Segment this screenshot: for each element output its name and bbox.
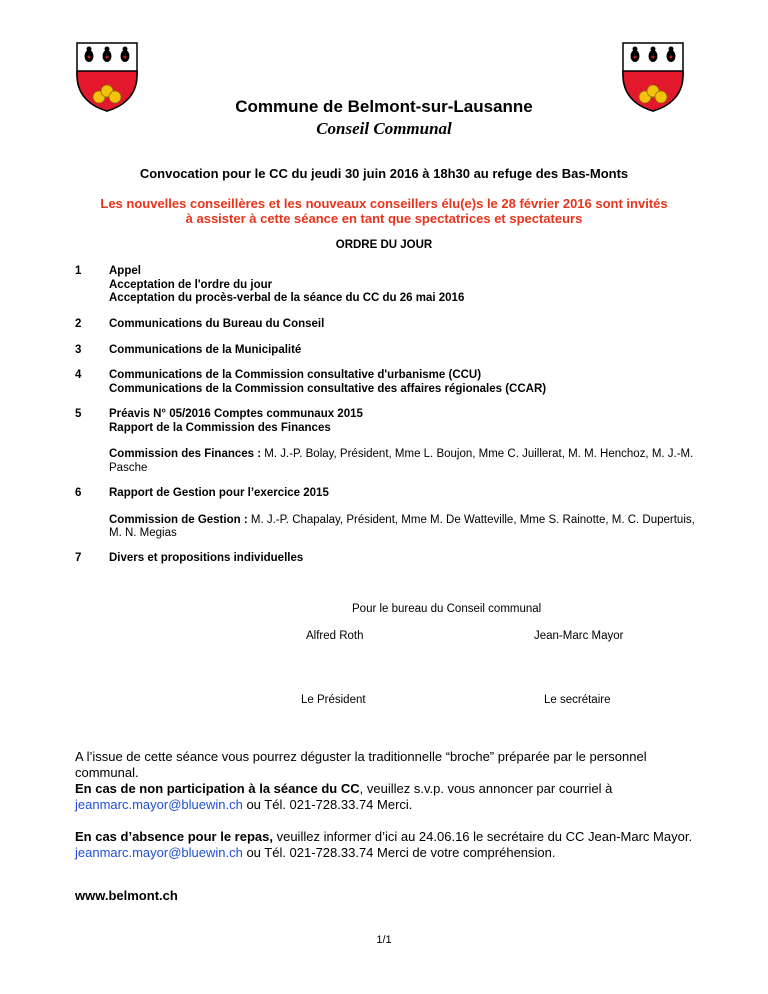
agenda-item-number: 3: [75, 344, 82, 356]
meal-absence-rest: veuillez informer d’ici au 24.06.16 le secrétaire du CC Jean-Marc Mayor.: [272, 829, 693, 844]
agenda-item-line: Divers et propositions individuelles: [109, 552, 304, 564]
signature-intro: Pour le bureau du Conseil communal: [352, 603, 542, 615]
non-participation-rest: , veuillez s.v.p. vous annoncer par courriel à: [359, 781, 613, 796]
commission-label: Commission de Gestion :: [109, 513, 248, 526]
new-councillors-notice: [0, 196, 768, 226]
agenda-item-line: Acceptation du procès-verbal de la séance du CC du 26 mai 2016: [109, 292, 465, 304]
page-number: 1/1: [376, 934, 392, 946]
meal-absence-bold: En cas d’absence pour le repas,: [75, 829, 273, 844]
agenda-item-line: Rapport de la Commission des Finances: [109, 421, 331, 434]
council-subtitle: Conseil Communal: [316, 119, 452, 138]
agenda-item-line: Préavis N° 05/2016 Comptes communaux 2015: [109, 408, 363, 420]
commission-gestion: [109, 514, 695, 541]
broche-paragraph: [75, 749, 705, 813]
commission-members: M. J.-P. Chapalay, Président, Mme M. De Watteville, Mme S. Rainotte, M. C. Dupertuis, M. N. Megias: [109, 513, 695, 539]
broche-text: A l’issue de cette séance vous pourrez déguster la traditionnelle “broche” préparée par le personnel communal.: [75, 749, 647, 780]
agenda-item-line: Appel: [109, 265, 141, 277]
agenda-item-number: 2: [75, 318, 82, 330]
commission-label: Commission des Finances :: [109, 448, 262, 460]
agenda-item-line: Communications du Bureau du Conseil: [109, 318, 325, 330]
secretary-email-link-2[interactable]: jeanmarc.mayor@bluewin.ch: [75, 845, 243, 860]
signature-name-president: Alfred Roth: [306, 630, 364, 642]
signature-role-secretary: Le secrétaire: [544, 694, 611, 706]
agenda-item-number: 7: [75, 552, 82, 564]
agenda-item-line: Communications de la Commission consultative des affaires régionales (CCAR): [109, 382, 547, 395]
agenda-item-number: 1: [75, 265, 82, 277]
agenda-item-number: 6: [75, 487, 82, 499]
non-participation-text: [75, 781, 705, 813]
meal-absence-tail: ou Tél. 021-728.33.74 Merci de votre compréhension.: [242, 845, 556, 860]
secretary-email-link[interactable]: jeanmarc.mayor@bluewin.ch: [75, 797, 243, 812]
meal-absence-paragraph: [75, 829, 705, 861]
signature-name-secretary: Jean-Marc Mayor: [534, 630, 624, 642]
convocation-line: Convocation pour le CC du jeudi 30 juin 2016 à 18h30 au refuge des Bas-Monts: [139, 166, 629, 181]
notice-line-2: à assister à cette séance en tant que spectatrices et spectateurs: [185, 211, 583, 226]
agenda-item-line: Rapport de Gestion pour l’exercice 2015: [109, 487, 329, 499]
agenda-heading: ORDRE DU JOUR: [335, 239, 433, 251]
non-participation-tail: ou Tél. 021-728.33.74 Merci.: [242, 797, 413, 812]
non-participation-bold: En cas de non participation à la séance du CC: [75, 781, 360, 796]
commune-title: Commune de Belmont-sur-Lausanne: [235, 97, 533, 116]
agenda-item-number: 4: [75, 369, 82, 381]
website-link[interactable]: www.belmont.ch: [75, 888, 178, 903]
commission-members: M. J.-P. Bolay, Président, Mme L. Boujon, Mme C. Juillerat, M. M. Henchoz, M. J.-M. Pasche: [109, 448, 694, 474]
signature-role-president: Le Président: [301, 694, 366, 706]
agenda-item-line: Communications de la Commission consultative d'urbanisme (CCU): [109, 369, 482, 381]
agenda-item-number: 5: [75, 408, 82, 420]
agenda-item-line: Acceptation de l'ordre du jour: [109, 278, 273, 291]
commission-finances: [109, 448, 695, 475]
notice-line-1: Les nouvelles conseillères et les nouveaux conseillers élu(e)s le 28 février 2016 sont invités: [100, 196, 668, 211]
agenda-item-line: Communications de la Municipalité: [109, 344, 302, 356]
